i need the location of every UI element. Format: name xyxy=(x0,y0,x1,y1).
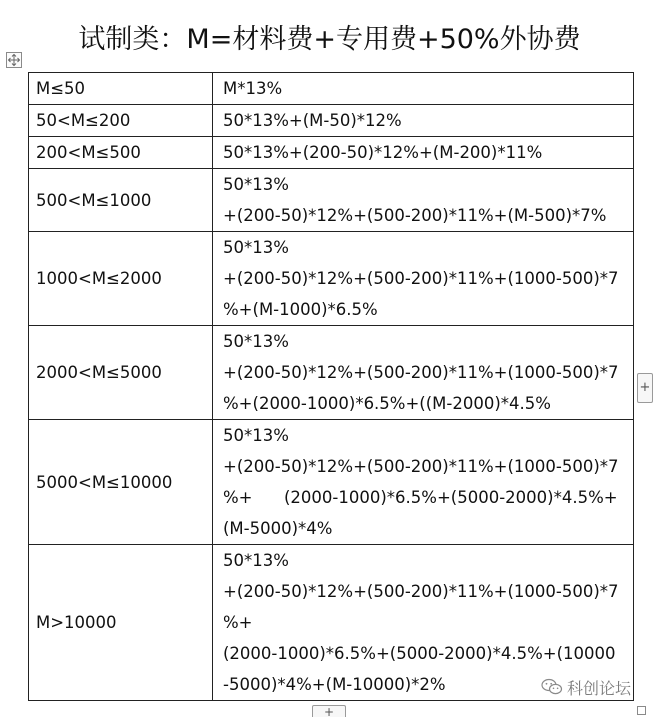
formula-line: +(200-50)*12%+(500-200)*11%+(1000-500)*7 xyxy=(223,269,619,288)
formula-line: 50*13% xyxy=(223,551,289,570)
add-row-button[interactable]: + xyxy=(312,705,346,717)
formula-line: 50*13%+(M-50)*12% xyxy=(223,111,402,130)
table-move-handle-icon[interactable] xyxy=(6,52,22,68)
table-cell-condition[interactable]: 500<M≤1000 xyxy=(29,169,213,232)
formula-line: 50*13%+(200-50)*12%+(M-200)*11% xyxy=(223,143,543,162)
rate-table-body xyxy=(29,73,634,701)
formula-line: 50*13% xyxy=(223,332,289,351)
formula-line: +(200-50)*12%+(500-200)*11%+(1000-500)*7 xyxy=(223,457,619,476)
formula-line: +(200-50)*12%+(500-200)*11%+(1000-500)*7 xyxy=(223,582,619,601)
formula-line: M*13% xyxy=(223,79,283,98)
watermark xyxy=(541,675,631,699)
table-row xyxy=(29,326,634,420)
table-resize-handle[interactable] xyxy=(637,706,646,715)
table-cell-condition[interactable]: M≤50 xyxy=(29,73,213,105)
table-cell-formula[interactable] xyxy=(213,326,634,420)
table-row xyxy=(29,105,634,137)
formula-line: 50*13% xyxy=(223,238,289,257)
table-cell-condition[interactable]: 2000<M≤5000 xyxy=(29,326,213,420)
table-row xyxy=(29,420,634,545)
table-row xyxy=(29,169,634,232)
watermark-text: 科创论坛 xyxy=(567,678,632,698)
table-cell-condition[interactable]: 50<M≤200 xyxy=(29,105,213,137)
table-cell-formula[interactable] xyxy=(213,169,634,232)
formula-line: %+ (2000-1000)*6.5%+(5000-2000)*4.5%+ xyxy=(223,488,618,507)
formula-line: (2000-1000)*6.5%+(5000-2000)*4.5%+(10000 xyxy=(223,644,616,663)
table-cell-condition[interactable]: 5000<M≤10000 xyxy=(29,420,213,545)
table-cell-formula[interactable] xyxy=(213,105,634,137)
formula-line: +(200-50)*12%+(500-200)*11%+(M-500)*7% xyxy=(223,206,607,225)
formula-line: 50*13% xyxy=(223,426,289,445)
formula-line: -5000)*4%+(M-10000)*2% xyxy=(223,675,446,694)
table-cell-condition[interactable]: 1000<M≤2000 xyxy=(29,232,213,326)
wechat-icon xyxy=(541,678,563,696)
table-cell-condition[interactable]: M>10000 xyxy=(29,545,213,701)
table-row xyxy=(29,232,634,326)
formula-line: 50*13% xyxy=(223,175,289,194)
rate-table xyxy=(28,72,634,701)
table-cell-formula[interactable] xyxy=(213,73,634,105)
document-title: 试制类：M=材料费+专用费+50%外协费 xyxy=(78,24,581,55)
formula-line: %+(M-1000)*6.5% xyxy=(223,300,378,319)
table-cell-formula[interactable] xyxy=(213,137,634,169)
table-cell-condition[interactable]: 200<M≤500 xyxy=(29,137,213,169)
add-column-button[interactable]: + xyxy=(637,373,653,403)
formula-line: %+(2000-1000)*6.5%+((M-2000)*4.5% xyxy=(223,394,551,413)
formula-line: (M-5000)*4% xyxy=(223,519,333,538)
table-cell-formula[interactable] xyxy=(213,420,634,545)
table-cell-formula[interactable] xyxy=(213,232,634,326)
table-row xyxy=(29,73,634,105)
table-row xyxy=(29,137,634,169)
formula-line: +(200-50)*12%+(500-200)*11%+(1000-500)*7 xyxy=(223,363,619,382)
formula-line: %+ xyxy=(223,613,253,632)
